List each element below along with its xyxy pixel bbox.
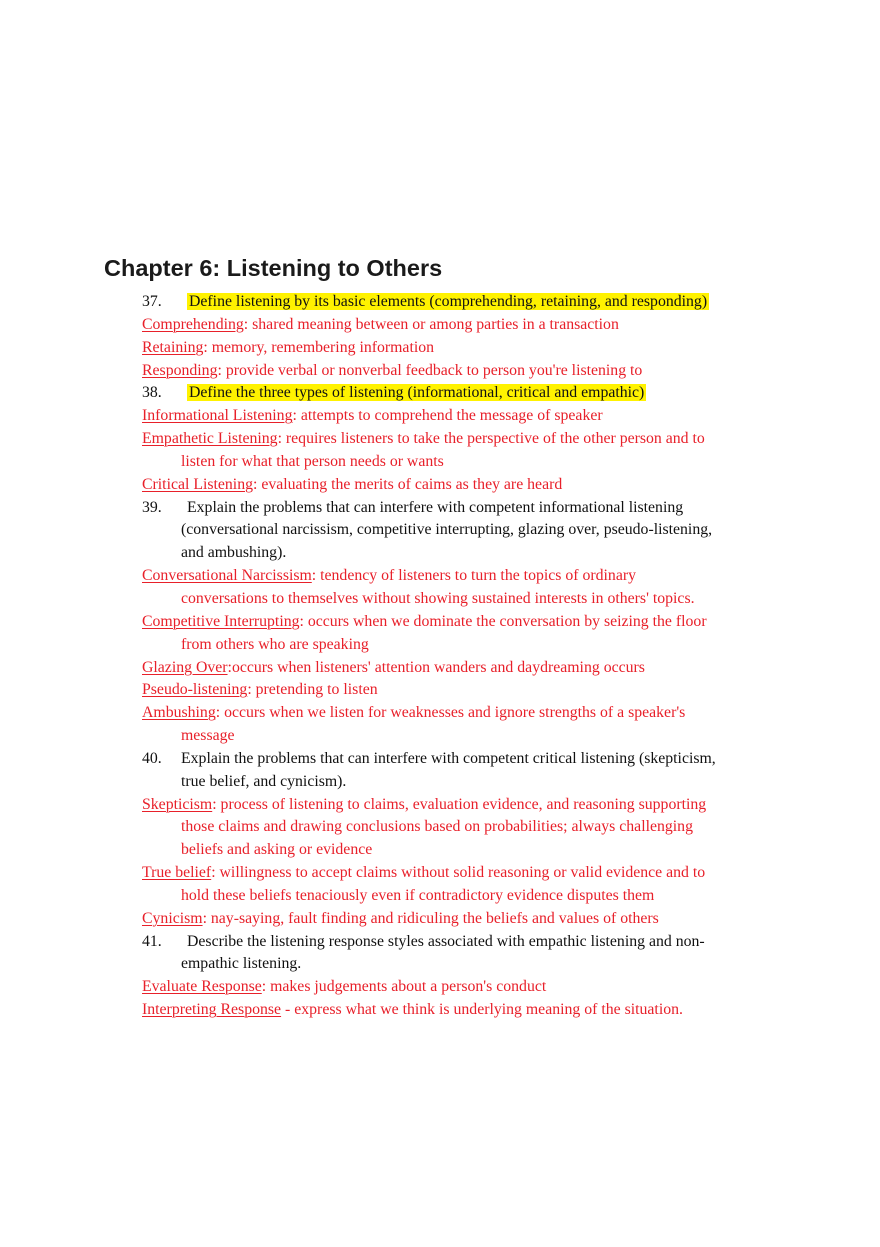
- definition-responding: Responding: provide verbal or nonverbal feedback to person you're listening to: [142, 361, 643, 379]
- question-continuation: and ambushing).: [181, 544, 287, 562]
- question-number: 37.: [142, 293, 162, 310]
- term: Ambushing: [142, 704, 216, 722]
- definition-text: provide verbal or nonverbal feedback to person you're listening to: [221, 361, 643, 379]
- definition-critical-listening: Critical Listening: evaluating the merits of caims as they are heard: [142, 475, 563, 493]
- definition-continuation: beliefs and asking or evidence: [181, 841, 373, 859]
- document-body: [142, 291, 782, 1022]
- definition-empathetic-listening: Empathetic Listening: requires listeners to take the perspective of the other person and to: [142, 430, 705, 448]
- term: Responding: [142, 361, 218, 379]
- definition-text: makes judgements about a person's conduct: [266, 978, 547, 996]
- definition-text: occurs when we dominate the conversation by seizing the floor: [303, 612, 707, 630]
- definition-continuation: listen for what that person needs or wants: [181, 452, 444, 470]
- question-37: [142, 291, 782, 314]
- definition-continuation: message: [181, 727, 235, 745]
- definition-continuation: from others who are speaking: [181, 635, 369, 653]
- definition-true-belief: True belief: willingness to accept claims without solid reasoning or valid evidence and to: [142, 864, 706, 882]
- question-number: 39.: [142, 498, 162, 516]
- definition-competitive-interrupting: Competitive Interrupting: occurs when we dominate the conversation by seizing the floor: [142, 612, 707, 630]
- definition-text: process of listening to claims, evaluation evidence, and reasoning supporting: [216, 795, 707, 813]
- term: Retaining: [142, 338, 204, 356]
- term: Informational Listening: [142, 407, 293, 425]
- term: Pseudo-listening: [142, 681, 248, 699]
- definition-text: tendency of listeners to turn the topics of ordinary: [316, 567, 636, 585]
- definition-text: memory, remembering information: [207, 338, 435, 356]
- definition-text: pretending to listen: [251, 681, 378, 699]
- question-continuation: empathic listening.: [181, 955, 302, 973]
- chapter-heading: Chapter 6: Listening to Others: [104, 255, 443, 281]
- definition-pseudo-listening: Pseudo-listening: pretending to listen: [142, 681, 378, 699]
- definition-text: occurs when we listen for weaknesses and ignore strengths of a speaker's: [220, 704, 686, 722]
- definition-continuation: hold these beliefs tenaciously even if contradictory evidence disputes them: [181, 886, 655, 904]
- definition-conversational-narcissism: Conversational Narcissism: tendency of listeners to turn the topics of ordinary: [142, 567, 636, 585]
- definition-text: evaluating the merits of caims as they are heard: [257, 475, 563, 493]
- term: Interpreting Response: [142, 1001, 282, 1019]
- highlighted-question-text: Define the three types of listening (informational, critical and empathic): [189, 384, 645, 402]
- definition-cynicism: Cynicism: nay-saying, fault finding and ridiculing the beliefs and values of others: [142, 909, 659, 927]
- definition-text: occurs when listeners' attention wanders and daydreaming occurs: [231, 658, 645, 676]
- question-39: [142, 497, 782, 520]
- definition-interpreting-response: Interpreting Response - express what we think is underlying meaning of the situation.: [142, 1001, 683, 1019]
- term: Empathetic Listening: [142, 430, 278, 448]
- definition-text: attempts to comprehend the message of speaker: [296, 407, 603, 425]
- definition-continuation: those claims and drawing conclusions based on probabilities; always challenging: [181, 818, 693, 836]
- term: Comprehending: [142, 315, 244, 333]
- definition-text: nay-saying, fault finding and ridiculing the beliefs and values of others: [206, 909, 659, 927]
- question-38: [142, 382, 782, 405]
- term: Cynicism: [142, 909, 203, 927]
- definition-text: shared meaning between or among parties in a transaction: [248, 315, 619, 333]
- question-41: [142, 931, 782, 954]
- question-continuation: (conversational narcissism, competitive interrupting, glazing over, pseudo-listening,: [181, 521, 713, 539]
- definition-comprehending: Comprehending: shared meaning between or among parties in a transaction: [142, 315, 619, 333]
- term: Competitive Interrupting: [142, 612, 300, 630]
- question-text: Describe the listening response styles associated with empathic listening and non-: [187, 932, 705, 950]
- term: Critical Listening: [142, 475, 253, 493]
- question-text: Explain the problems that can interfere with competent informational listening: [187, 498, 684, 516]
- definition-informational-listening: Informational Listening: attempts to comprehend the message of speaker: [142, 407, 603, 425]
- definition-text: willingness to accept claims without solid reasoning or valid evidence and to: [215, 864, 706, 882]
- definition-text: express what we think is underlying meaning of the situation.: [294, 1001, 683, 1019]
- term: Conversational Narcissism: [142, 567, 312, 585]
- definition-continuation: conversations to themselves without showing sustained interests in others' topics.: [181, 589, 695, 607]
- term: Evaluate Response: [142, 978, 262, 996]
- question-number: 38.: [142, 384, 162, 402]
- question-continuation: true belief, and cynicism).: [181, 772, 347, 790]
- term: Glazing Over: [142, 658, 228, 676]
- definition-retaining: Retaining: memory, remembering information: [142, 338, 435, 356]
- question-number: 40.: [142, 749, 162, 767]
- term: Skepticism: [142, 795, 213, 813]
- definition-text: requires listeners to take the perspective of the other person and to: [281, 430, 705, 448]
- question-number: 41.: [142, 932, 162, 950]
- definition-skepticism: Skepticism: process of listening to claims, evaluation evidence, and reasoning supporting: [142, 795, 707, 813]
- definition-evaluate-response: Evaluate Response: makes judgements about a person's conduct: [142, 978, 547, 996]
- term: True belief: [142, 864, 212, 882]
- question-40: [142, 748, 782, 771]
- definition-glazing-over: Glazing Over:occurs when listeners' attention wanders and daydreaming occurs: [142, 658, 645, 676]
- highlighted-question-text: Define listening by its basic elements (comprehending, retaining, and responding): [189, 293, 708, 310]
- question-text: Explain the problems that can interfere with competent critical listening (skepticism,: [181, 749, 716, 767]
- definition-ambushing: Ambushing: occurs when we listen for weaknesses and ignore strengths of a speaker's: [142, 704, 686, 722]
